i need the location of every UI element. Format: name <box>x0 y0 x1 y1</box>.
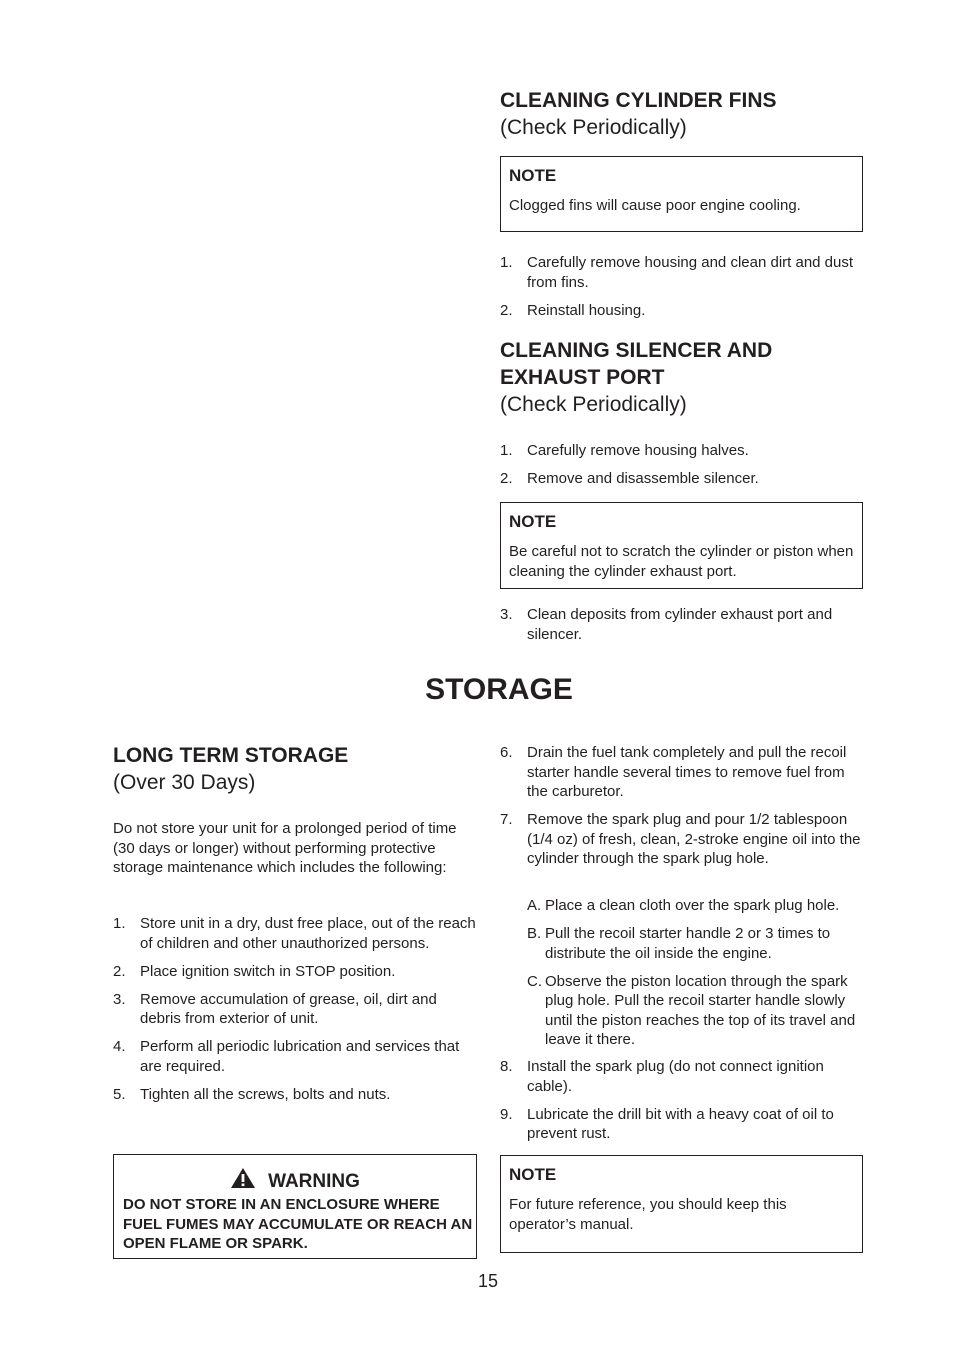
list-item: 6. Drain the fuel tank completely and pull the recoil starter handle several times to remove fuel from the carburetor. <box>500 744 847 800</box>
storage-subheading: (Over 30 Days) <box>113 771 256 794</box>
fins-subheading: (Check Periodically) <box>500 116 687 139</box>
list-item: 5. Tighten all the screws, bolts and nuts. <box>113 1085 391 1103</box>
silencer-note-text: Be careful not to scratch the cylinder or piston when cleaning the cylinder exhaust port. <box>509 543 854 580</box>
storage-title: STORAGE <box>425 673 573 706</box>
silencer-subheading: (Check Periodically) <box>500 393 687 416</box>
storage-note-text: For future reference, you should keep this operator’s manual. <box>509 1196 787 1233</box>
list-item: 1. Carefully remove housing halves. <box>500 442 749 459</box>
storage-steps-right-2 <box>500 1057 865 1152</box>
storage-sub-steps <box>527 896 867 1058</box>
list-item: A. Place a clean cloth over the spark plug hole. <box>527 897 840 914</box>
storage-note-title: NOTE <box>509 1165 557 1184</box>
list-item: 8. Install the spark plug (do not connect ignition cable). <box>500 1058 824 1095</box>
silencer-note-title: NOTE <box>509 512 557 531</box>
list-item: 3. Clean deposits from cylinder exhaust port and silencer. <box>500 606 833 643</box>
fins-note-box <box>500 156 863 232</box>
fins-note-title: NOTE <box>509 166 557 185</box>
silencer-section <box>500 337 865 418</box>
silencer-heading-line2: EXHAUST PORT <box>500 366 665 389</box>
fins-section <box>500 87 865 141</box>
page-number: 15 <box>477 1271 499 1291</box>
fins-steps <box>500 253 865 329</box>
fins-heading: CLEANING CYLINDER FINS <box>500 89 777 112</box>
list-item: 4. Perform all periodic lubrication and services that are required. <box>113 1038 460 1075</box>
list-item: 1. Store unit in a dry, dust free place, out of the reach of children and other unauthorized persons. <box>113 915 476 952</box>
storage-steps-right <box>500 743 865 877</box>
warning-header <box>114 1167 476 1193</box>
fins-note-text: Clogged fins will cause poor engine cooling. <box>509 197 801 214</box>
silencer-heading-line1: CLEANING SILENCER AND <box>500 339 773 362</box>
list-item: 2. Remove and disassemble silencer. <box>500 470 759 487</box>
warning-title: WARNING <box>268 1171 360 1192</box>
list-item: C. Observe the piston location through the spark plug hole. Pull the recoil starter handle slowly until the piston reaches the top of its travel and leave it there. <box>527 972 856 1048</box>
long-term-storage-section <box>113 742 478 796</box>
storage-note-box <box>500 1155 863 1253</box>
storage-intro: Do not store your unit for a prolonged period of time (30 days or longer) without performing protective storage maintenance which includes the following: <box>113 820 457 876</box>
silencer-steps <box>500 441 865 497</box>
silencer-step3 <box>500 605 865 653</box>
list-item: 1. Carefully remove housing and clean dirt and dust from fins. <box>500 254 854 291</box>
warning-text: DO NOT STORE IN AN ENCLOSURE WHERE FUEL FUMES MAY ACCUMULATE OR REACH AN OPEN FLAME OR SPARK. <box>123 1196 473 1252</box>
list-item: 7. Remove the spark plug and pour 1/2 tablespoon (1/4 oz) of fresh, clean, 2-stroke engine oil into the cylinder through the spark plug hole. <box>500 811 861 867</box>
storage-heading: LONG TERM STORAGE <box>113 744 349 767</box>
storage-steps-left <box>113 914 478 1113</box>
list-item: 2. Reinstall housing. <box>500 301 646 319</box>
list-item: 2. Place ignition switch in STOP position. <box>113 962 396 980</box>
list-item: B. Pull the recoil starter handle 2 or 3 times to distribute the oil inside the engine. <box>527 925 831 962</box>
warning-box <box>113 1154 477 1259</box>
warning-triangle-icon <box>230 1167 256 1189</box>
list-item: 9. Lubricate the drill bit with a heavy coat of oil to prevent rust. <box>500 1105 834 1142</box>
silencer-note-box <box>500 502 863 589</box>
list-item: 3. Remove accumulation of grease, oil, dirt and debris from exterior of unit. <box>113 990 437 1027</box>
